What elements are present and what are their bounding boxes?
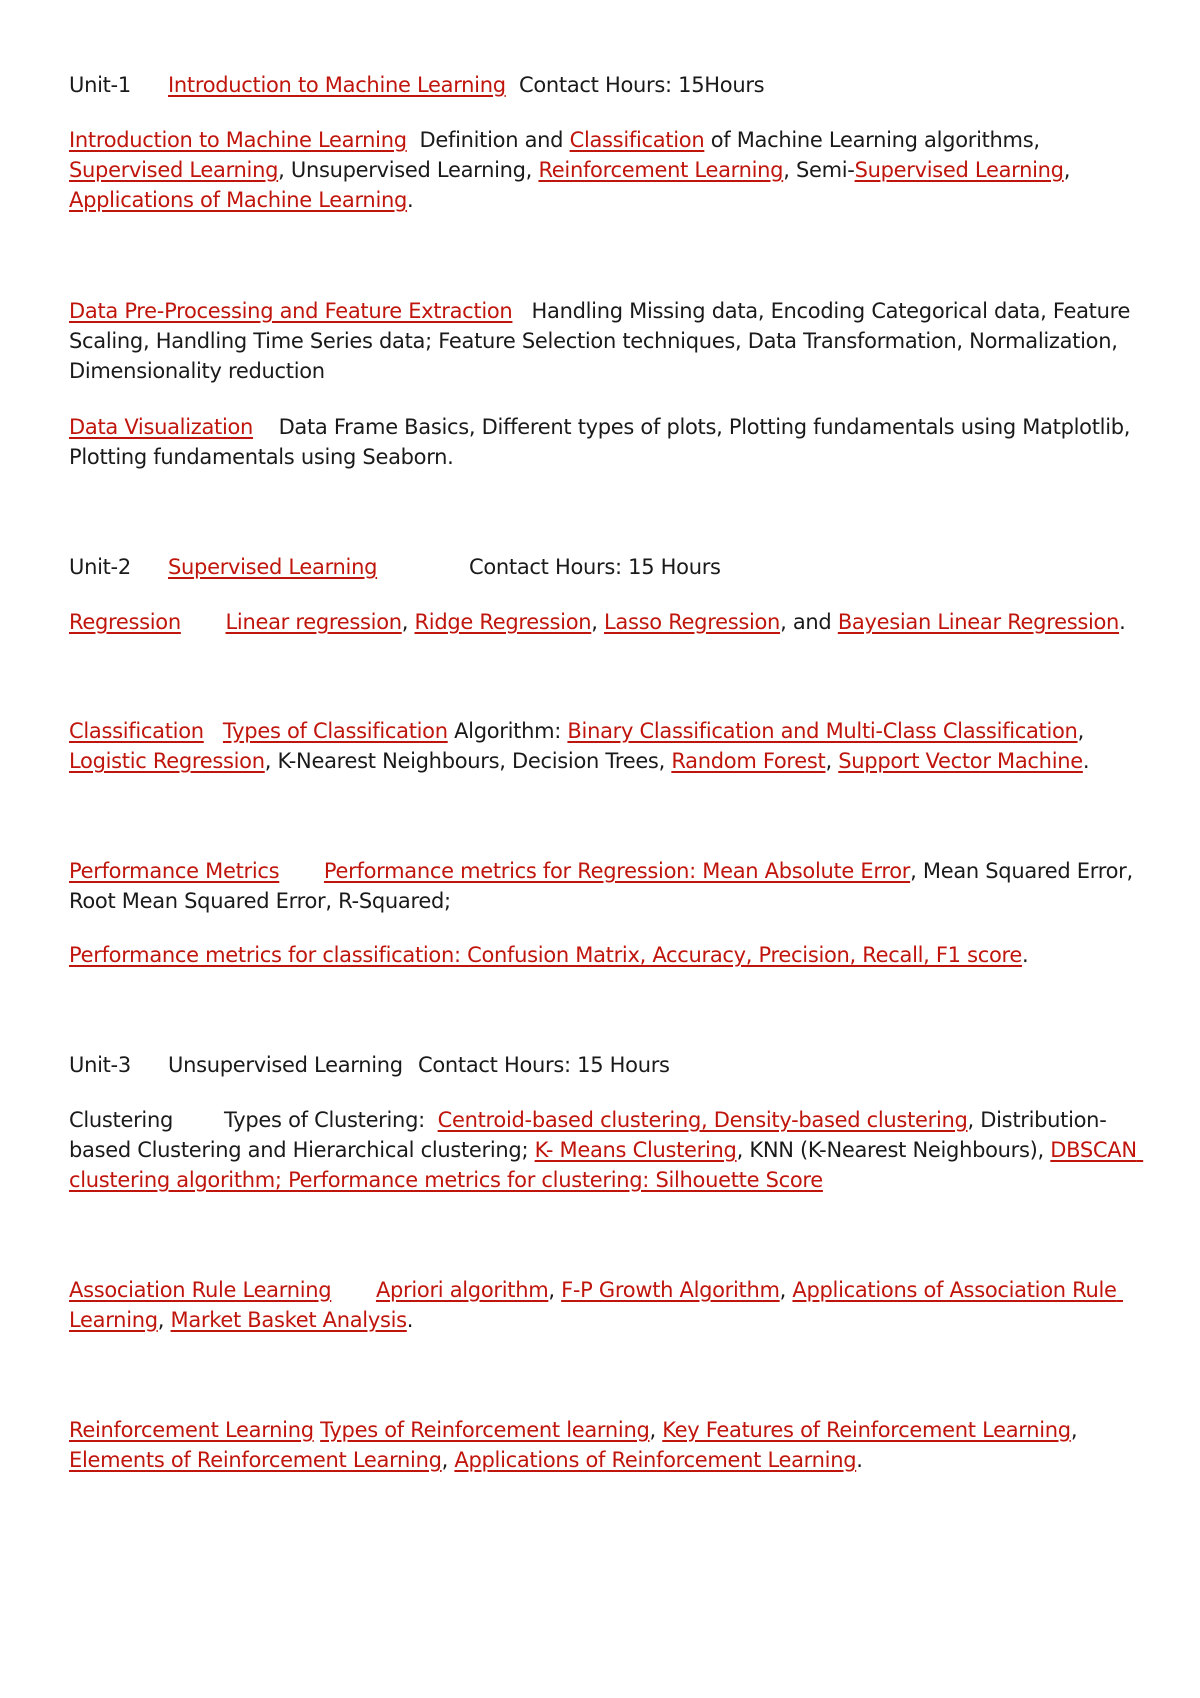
- topic-link[interactable]: Lasso Regression: [604, 610, 781, 634]
- topic-link[interactable]: Classification: [569, 128, 705, 152]
- topic-link[interactable]: Applications of Association Rule Learning: [69, 1278, 1124, 1332]
- topic-text: Algorithm:: [447, 719, 568, 743]
- topic-link[interactable]: Data Visualization: [69, 415, 254, 439]
- unit-1-section-2: [69, 296, 1149, 386]
- topic-link[interactable]: Logistic Regression: [69, 749, 265, 773]
- topic-link[interactable]: Linear regression: [225, 610, 402, 634]
- topic-text: .: [407, 188, 414, 212]
- topic-text: ,: [401, 610, 415, 634]
- topic-text: .: [1022, 943, 1029, 967]
- topic-link[interactable]: Supervised Learning: [854, 158, 1064, 182]
- topic-text: .: [856, 1448, 863, 1472]
- unit-1-title-link[interactable]: Introduction to Machine Learning: [168, 73, 506, 97]
- topic-text: , Distribution-based Clustering and Hierarchical clustering;: [69, 1108, 1107, 1162]
- topic-text: Types of Clustering:: [173, 1108, 438, 1132]
- topic-link[interactable]: Performance metrics for classification: Confusion Matrix, Accuracy, Precision, Recall, F1 score: [69, 943, 1023, 967]
- topic-link[interactable]: Binary Classification and Multi-Class Classification: [567, 719, 1078, 743]
- unit-1-label: Unit-1: [69, 73, 131, 97]
- topic-text: ,: [548, 1278, 562, 1302]
- topic-text: [204, 719, 223, 743]
- topic-link[interactable]: Bayesian Linear Regression: [837, 610, 1120, 634]
- topic-link[interactable]: Performance metrics for Regression: Mean Absolute Error: [323, 859, 911, 883]
- unit-2-section-2: [69, 716, 1149, 776]
- topic-text: ,: [1070, 1418, 1084, 1442]
- unit-2-section-4: [69, 940, 1149, 970]
- unit-3-section-1: [69, 1105, 1149, 1195]
- topic-link[interactable]: Classification: [69, 719, 204, 743]
- topic-link[interactable]: Reinforcement Learning: [538, 158, 784, 182]
- topic-text: ,: [441, 1448, 455, 1472]
- topic-link[interactable]: Support Vector Machine: [838, 749, 1083, 773]
- topic-text: ,: [825, 749, 839, 773]
- topic-link[interactable]: DBSCAN clustering algorithm; Performance metrics for clustering: Silhouette Score: [69, 1138, 1144, 1192]
- topic-link[interactable]: Centroid-based clustering, Density-based clustering: [437, 1108, 968, 1132]
- topic-text: ,: [649, 1418, 663, 1442]
- unit-2-section-3: [69, 856, 1149, 916]
- unit-1-hours: Contact Hours: 15Hours: [519, 73, 765, 97]
- unit-3-hours: Contact Hours: 15 Hours: [418, 1053, 670, 1077]
- topic-link[interactable]: Types of Classification: [222, 719, 448, 743]
- topic-link[interactable]: Introduction to Machine Learning: [69, 128, 407, 152]
- topic-link[interactable]: Reinforcement Learning: [69, 1418, 314, 1442]
- topic-text: ,: [591, 610, 605, 634]
- topic-link[interactable]: Data Pre-Processing and Feature Extraction: [69, 299, 513, 323]
- topic-text: , KNN (K-Nearest Neighbours),: [736, 1138, 1051, 1162]
- topic-link[interactable]: Applications of Machine Learning: [69, 188, 408, 212]
- topic-link[interactable]: Random Forest: [671, 749, 826, 773]
- topic-link[interactable]: Apriori algorithm: [375, 1278, 549, 1302]
- topic-text: Data Frame Basics, Different types of plots, Plotting fundamentals using Matplotlib, Plotting fundamentals using Seaborn.: [69, 415, 1137, 469]
- topic-text: .: [406, 1308, 414, 1332]
- topic-text: ,: [1077, 719, 1091, 743]
- topic-text: ,: [157, 1308, 171, 1332]
- topic-text: [279, 859, 324, 883]
- topic-link[interactable]: Types of Reinforcement learning: [320, 1418, 650, 1442]
- topic-link[interactable]: Elements of Reinforcement Learning: [69, 1448, 442, 1472]
- topic-link[interactable]: Applications of Reinforcement Learning: [454, 1448, 857, 1472]
- unit-2-label: Unit-2: [69, 555, 131, 579]
- topic-text: [181, 610, 226, 634]
- unit-3-section-3: [69, 1415, 1149, 1475]
- topic-text: Clustering: [69, 1108, 174, 1132]
- topic-text: ,: [1063, 158, 1077, 182]
- topic-link[interactable]: Market Basket Analysis: [170, 1308, 407, 1332]
- topic-text: , K-Nearest Neighbours, Decision Trees,: [264, 749, 672, 773]
- topic-text: of Machine Learning algorithms,: [704, 128, 1047, 152]
- topic-text: , Semi-: [783, 158, 855, 182]
- topic-text: ,: [779, 1278, 793, 1302]
- unit-3-title: Unsupervised Learning: [168, 1053, 403, 1077]
- unit-2-hours: Contact Hours: 15 Hours: [469, 555, 721, 579]
- topic-text: , Unsupervised Learning,: [278, 158, 539, 182]
- unit-3-label: Unit-3: [69, 1053, 131, 1077]
- topic-text: , and: [780, 610, 838, 634]
- unit-1-section-3: [69, 412, 1149, 472]
- unit-2-title-link[interactable]: Supervised Learning: [168, 555, 378, 579]
- topic-text: .: [1119, 610, 1126, 634]
- topic-text: .: [1082, 749, 1090, 773]
- topic-link[interactable]: F-P Growth Algorithm: [561, 1278, 780, 1302]
- topic-link[interactable]: Regression: [69, 610, 181, 634]
- topic-link[interactable]: Performance Metrics: [69, 859, 280, 883]
- topic-link[interactable]: K- Means Clustering: [534, 1138, 737, 1162]
- topic-text: Handling Missing data, Encoding Categorical data, Feature Scaling, Handling Time Series data; Feature Selection techniques, Data Transformation, Normalization, Dimensionality reduction: [69, 299, 1137, 383]
- topic-link[interactable]: Supervised Learning: [69, 158, 279, 182]
- topic-text: , Mean Squared Error, Root Mean Squared Error, R-Squared;: [69, 859, 1140, 913]
- topic-text: Definition and: [406, 128, 570, 152]
- unit-1-section-1: [69, 125, 1149, 215]
- topic-link[interactable]: Key Features of Reinforcement Learning: [662, 1418, 1071, 1442]
- topic-link[interactable]: Ridge Regression: [414, 610, 592, 634]
- topic-link[interactable]: Association Rule Learning: [69, 1278, 332, 1302]
- unit-2-section-1: [69, 607, 1149, 637]
- unit-3-section-2: [69, 1275, 1149, 1335]
- topic-text: [331, 1278, 376, 1302]
